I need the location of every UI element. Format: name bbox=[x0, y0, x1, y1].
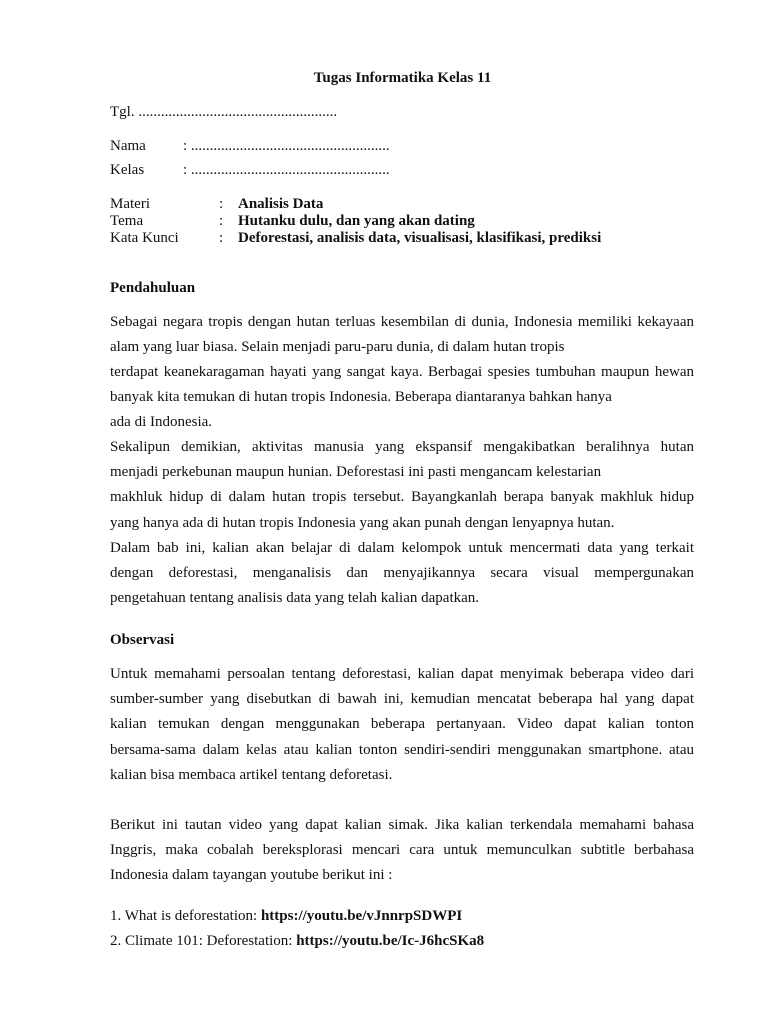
pendahuluan-line: Sekalipun demikian, aktivitas manusia yang ekspansif mengakibatkan beralihnya hutan bbox=[110, 439, 694, 455]
video-item-1 bbox=[110, 907, 462, 925]
pendahuluan-line: alam yang luar biasa. Selain menjadi paru-paru dunia, di dalam hutan tropis bbox=[110, 339, 565, 355]
video-link-2[interactable]: https://youtu.be/Ic-J6hcSKa8 bbox=[296, 933, 485, 949]
pendahuluan-line: Dalam bab ini, kalian akan belajar di dalam kelompok untuk mencermati data yang terkait bbox=[110, 540, 694, 556]
pendahuluan-line: banyak kita temukan di hutan tropis Indonesia. Beberapa diantaranya bahkan hanya bbox=[110, 389, 612, 405]
observasi-line: Untuk memahami persoalan tentang deforestasi, kalian dapat menyimak beberapa video dari bbox=[110, 666, 694, 682]
observasi-line: bersama-sama dalam kelas atau kalian tonton sendiri-sendiri menggunakan smartphone. atau bbox=[110, 742, 694, 758]
kata-kunci-value: Deforestasi, analisis data, visualisasi, klasifikasi, prediksi bbox=[238, 230, 602, 246]
tema-value: Hutanku dulu, dan yang akan dating bbox=[238, 213, 475, 229]
nama-label: Nama bbox=[110, 138, 146, 154]
observasi-line: Inggris, maka cobalah bereksplorasi mencari cara untuk memunculkan subtitle berbahasa bbox=[110, 842, 694, 858]
materi-sep: : bbox=[219, 196, 224, 212]
observasi-line: Indonesia dalam tayangan youtube berikut ini : bbox=[110, 867, 393, 883]
pendahuluan-line: ada di Indonesia. bbox=[110, 414, 213, 430]
pendahuluan-heading: Pendahuluan bbox=[110, 280, 196, 296]
pendahuluan-line: terdapat keanekaragaman hayati yang sangat kaya. Berbagai spesies tumbuhan maupun hewan bbox=[110, 364, 694, 380]
video-item-label: 2. Climate 101: Deforestation: bbox=[110, 933, 297, 949]
observasi-heading: Observasi bbox=[110, 632, 175, 648]
materi-label: Materi bbox=[110, 196, 150, 212]
observasi-line: kalian temukan dengan menggunakan beberapa pertanyaan. Video dapat kalian tonton bbox=[110, 716, 694, 732]
kelas-value: : ..................................................... bbox=[183, 162, 390, 178]
tema-sep: : bbox=[219, 213, 224, 229]
kata-kunci-label: Kata Kunci bbox=[110, 230, 179, 246]
pendahuluan-line: pengetahuan tentang analisis data yang telah kalian dapatkan. bbox=[110, 590, 480, 606]
observasi-line: Berikut ini tautan video yang dapat kalian simak. Jika kalian terkendala memahami bahasa bbox=[110, 817, 694, 833]
video-link-1[interactable]: https://youtu.be/vJnnrpSDWPI bbox=[260, 908, 463, 924]
pendahuluan-line: makhluk hidup di dalam hutan tropis tersebut. Bayangkanlah berapa banyak makhluk hidup bbox=[110, 489, 694, 505]
observasi-line: kalian bisa membaca artikel tentang deforetasi. bbox=[110, 767, 393, 783]
video-item-label: 1. What is deforestation: bbox=[110, 908, 261, 924]
kata-kunci-sep: : bbox=[219, 230, 224, 246]
nama-value: : ..................................................... bbox=[183, 138, 390, 154]
document-title: Tugas Informatika Kelas 11 bbox=[313, 70, 492, 86]
date-field: Tgl. ..................................................... bbox=[110, 104, 338, 120]
observasi-line: sumber-sumber yang disebutkan di bawah ini, kemudian mencatat beberapa hal yang dapat bbox=[110, 691, 694, 707]
tema-label: Tema bbox=[110, 213, 144, 229]
pendahuluan-line: Sebagai negara tropis dengan hutan terluas kesembilan di dunia, Indonesia memiliki kekayaan bbox=[110, 314, 694, 330]
video-item-2 bbox=[110, 932, 484, 950]
pendahuluan-line: menjadi perkebunan maupun hunian. Deforestasi ini pasti mengancam kelestarian bbox=[110, 464, 602, 480]
materi-value: Analisis Data bbox=[238, 196, 324, 212]
pendahuluan-line: dengan deforestasi, menganalisis dan menyajikannya secara visual mempergunakan bbox=[110, 565, 694, 581]
kelas-label: Kelas bbox=[110, 162, 145, 178]
pendahuluan-line: yang hanya ada di hutan tropis Indonesia yang akan punah dengan lenyapnya hutan. bbox=[110, 515, 615, 531]
